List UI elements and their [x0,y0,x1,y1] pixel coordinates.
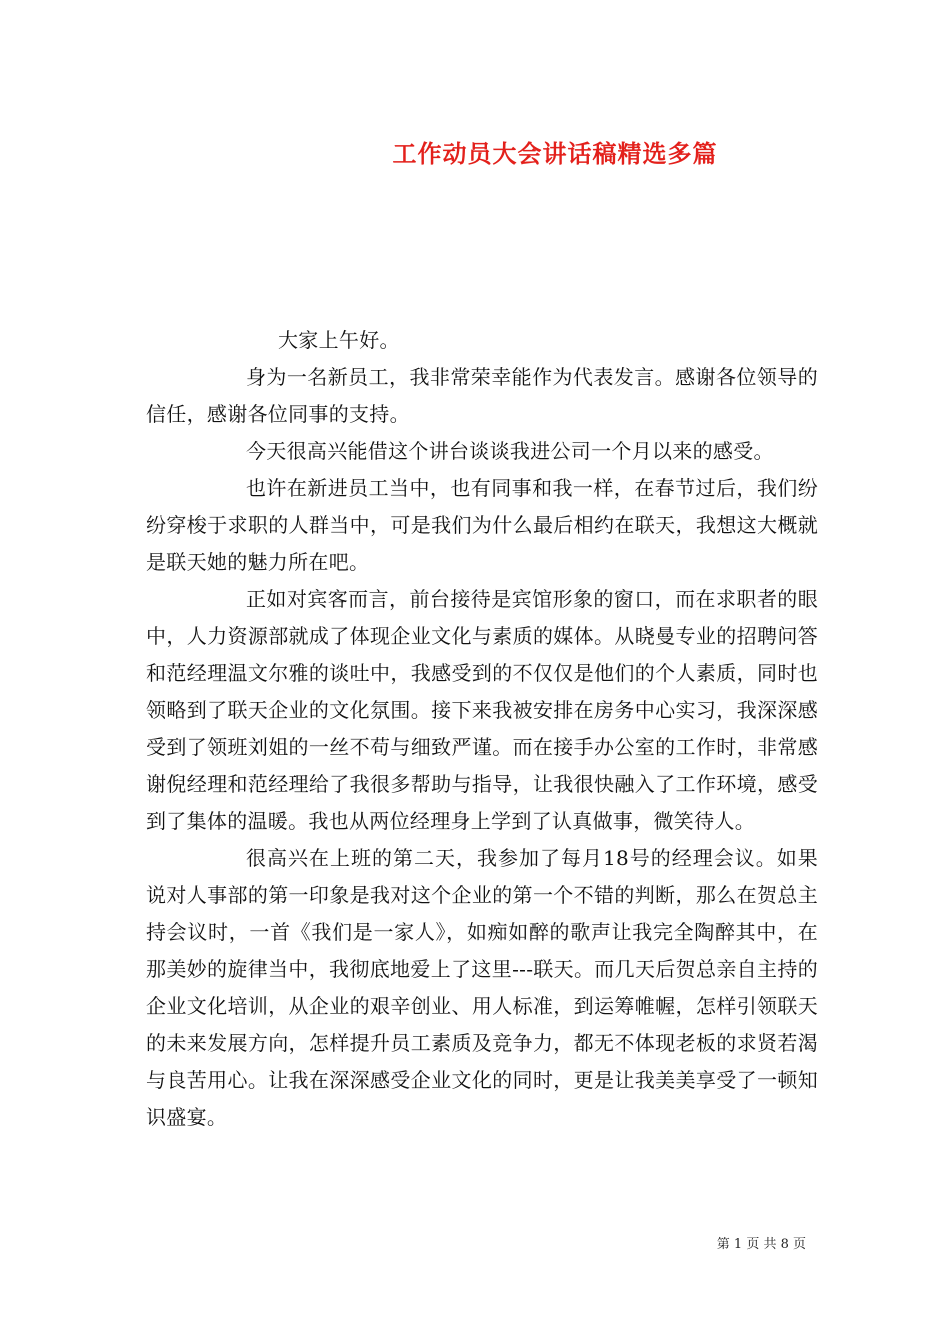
document-title: 工作动员大会讲话稿精选多篇 [392,139,718,168]
paragraph-intro: 身为一名新员工，我非常荣幸能作为代表发言。感谢各位领导的信任，感谢各位同事的支持。 [146,365,818,426]
document-body [146,322,818,1136]
page-number: 第 1 页 共 8 页 [716,1237,806,1252]
paragraph-new-staff: 也许在新进员工当中，也有同事和我一样，在春节过后，我们纷纷穿梭于求职的人群当中，可是我们为什么最后相约在联天，我想这大概就是联天她的魅力所在吧。 [146,476,818,574]
paragraph-meeting: 很高兴在上班的第二天，我参加了每月18号的经理会议。如果说对人事部的第一印象是我对这个企业的第一个不错的判断，那么在贺总主持会议时，一首《我们是一家人》，如痴如醉的歌声让我完全陶醉其中，在那美妙的旋律当中，我彻底地爱上了这里---联天。而几天后贺总亲自主持的企业文化培训，从企业的艰辛创业、用人标准，到运筹帷幄，怎样引领联天的未来发展方向，怎样提升员工素质及竞争力，都无不体现老板的求贤若渴与良苦用心。让我在深深感受企业文化的同时，更是让我美美享受了一顿知识盛宴。 [146,846,818,1129]
paragraph-impressions: 正如对宾客而言，前台接待是宾馆形象的窗口，而在求职者的眼中，人力资源部就成了体现企业文化与素质的媒体。从晓曼专业的招聘问答和范经理温文尔雅的谈吐中，我感受到的不仅仅是他们的个人素质，同时也领略到了联天企业的文化氛围。接下来我被安排在房务中心实习，我深深感受到了领班刘姐的一丝不苟与细致严谨。而在接手办公室的工作时，非常感谢倪经理和范经理给了我很多帮助与指导，让我很快融入了工作环境，感受到了集体的温暖。我也从两位经理身上学到了认真做事，微笑待人。 [146,587,818,833]
paragraph-greeting: 大家上午好。 [278,328,400,352]
paragraph-topic: 今天很高兴能借这个讲台谈谈我进公司一个月以来的感受。 [246,439,774,463]
